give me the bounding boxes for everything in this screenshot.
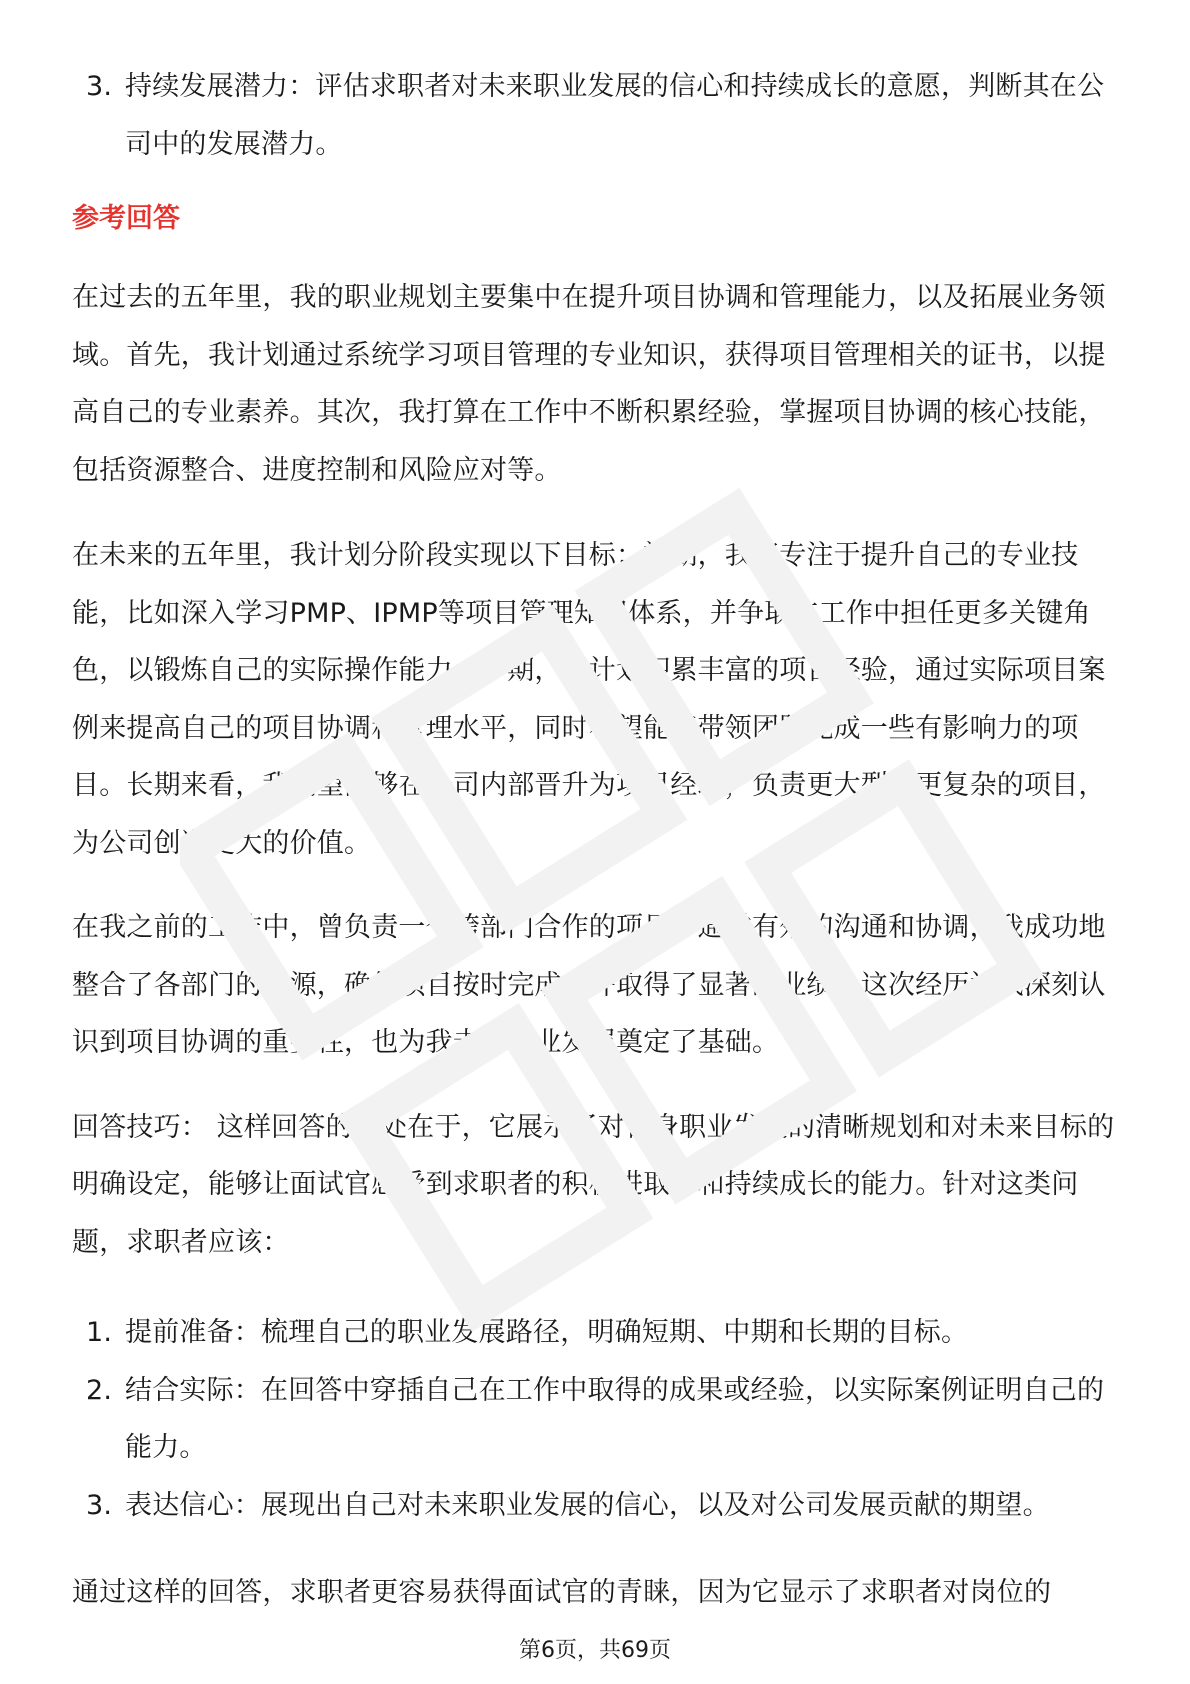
list-item-text: 表达信心：展现出自己对未来职业发展的信心，以及对公司发展贡献的期望。 xyxy=(125,1489,1050,1521)
section-heading: 参考回答 xyxy=(72,203,180,234)
paragraph-future-goals: 在未来的五年里，我计划分阶段实现以下目标：初期，我将专注于提升自己的专业技能，比如深入学习PMP、IPMP等项目管理知识体系，并争取在工作中担任更多关键角色，以锻炼自己的实际操作能力。中期，我计划积累丰富的项目经验，通过实际项目案例来提高自己的项目协调和管理水平，同时希望能够带领团队完成一些有影响力的项目。长期来看，我期望能够在公司内部晋升为项目经理，负责更大型、更复杂的项目，为公司创造更大的价值。 xyxy=(72,540,1106,859)
document-page xyxy=(72,58,1127,1622)
list-item xyxy=(72,1362,1127,1477)
paragraph-closing: 通过这样的回答，求职者更容易获得面试官的青睐，因为它显示了求职者对岗位的 xyxy=(72,1577,1052,1608)
list-number: 2. xyxy=(86,1374,113,1406)
list-item-text: 结合实际：在回答中穿插自己在工作中取得的成果或经验，以实际案例证明自己的能力。 xyxy=(125,1374,1105,1463)
paragraph-answer-tips: 回答技巧： 这样回答的好处在于，它展示了对自身职业发展的清晰规划和对未来目标的明确设定，能够让面试官感受到求职者的积极进取心和持续成长的能力。针对这类问题，求职者应该： xyxy=(72,1111,1115,1258)
paragraph-experience: 在我之前的工作中，曾负责一个跨部门合作的项目，通过有效的沟通和协调，我成功地整合了各部门的资源，确保项目按时完成，并取得了显著的业绩。这次经历让我深刻认识到项目协调的重要性，也为我未来职业发展奠定了基础。 xyxy=(72,912,1106,1058)
page-footer: 第6页，共69页 xyxy=(519,1638,671,1663)
list-item xyxy=(72,1304,1127,1362)
list-item xyxy=(72,1477,1127,1535)
list-item-text: 持续发展潜力：评估求职者对未来职业发展的信心和持续成长的意愿，判断其在公司中的发展潜力。 xyxy=(125,71,1105,160)
list-number: 1. xyxy=(86,1317,113,1348)
paragraph-past-plan: 在过去的五年里，我的职业规划主要集中在提升项目协调和管理能力，以及拓展业务领域。首先，我计划通过系统学习项目管理的专业知识，获得项目管理相关的证书，以提高自己的专业素养。其次，我打算在工作中不断积累经验，掌握项目协调的核心技能，包括资源整合、进度控制和风险应对等。 xyxy=(72,282,1106,486)
list-number: 3. xyxy=(86,71,113,102)
tips-list xyxy=(72,1304,1127,1534)
list-item-text: 提前准备：梳理自己的职业发展路径，明确短期、中期和长期的目标。 xyxy=(125,1317,969,1348)
list-item xyxy=(72,58,1127,173)
criteria-list xyxy=(72,58,1127,173)
list-number: 3. xyxy=(86,1489,113,1521)
